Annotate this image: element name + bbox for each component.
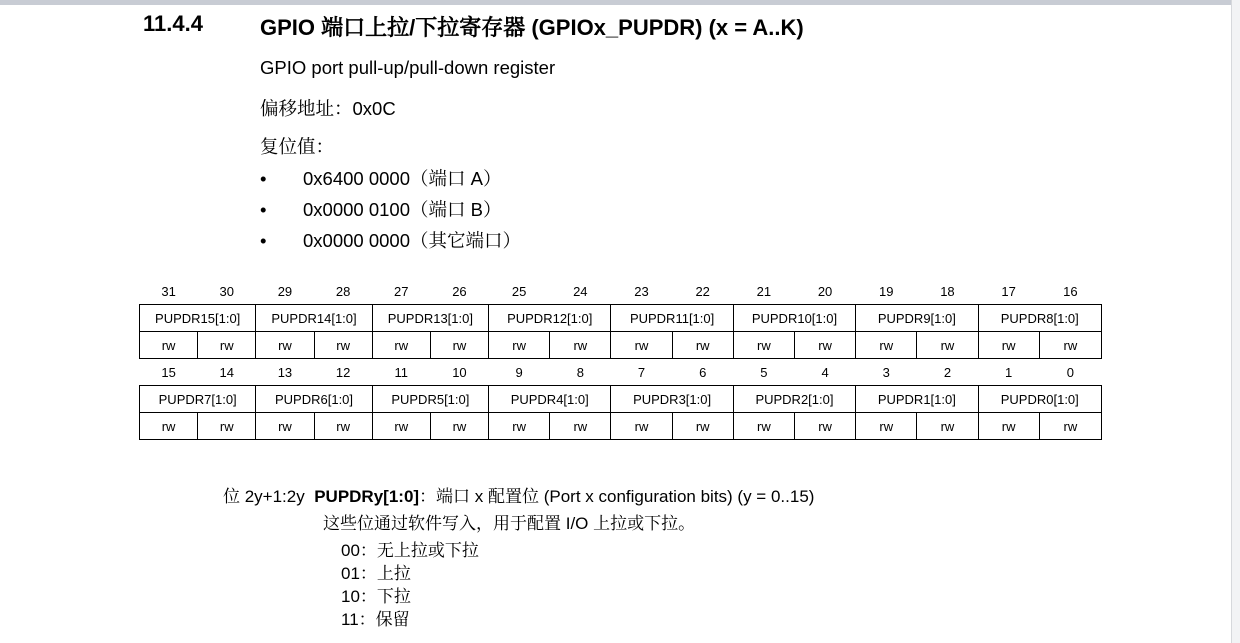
bit-number: 5 [760,364,768,380]
access-type: rw [978,413,1039,440]
bit-number-row [140,278,1102,305]
access-type: rw [733,413,794,440]
field-name: PUPDR6[1:0] [256,386,372,413]
bit-number: 16 [1063,283,1078,299]
field-name: PUPDR9[1:0] [856,305,978,332]
bit-number: 26 [452,283,467,299]
access-row [140,332,1102,359]
field-name: PUPDR13[1:0] [372,305,488,332]
bit-number: 7 [637,364,646,380]
field-name: PUPDR5[1:0] [372,386,488,413]
access-type: rw [794,413,855,440]
access-row [140,413,1102,440]
register-subtitle: GPIO port pull-up/pull-down register [260,57,556,78]
bit-number: 0 [1066,364,1074,380]
field-name: PUPDR0[1:0] [978,386,1101,413]
bullet-icon: • [260,199,267,220]
bit-number: 13 [277,364,293,380]
bit-number: 2 [943,364,952,380]
bit-number: 10 [452,364,467,380]
reset-value-text: 0x6400 0000（端口 A） [303,168,502,189]
bit-number: 22 [695,283,710,299]
reset-value-item [260,227,521,253]
field-summary: ：端口 x 配置位 (Port x configuration bits) (y = 0..15) [419,487,815,506]
access-type: rw [856,332,917,359]
access-type: rw [611,332,672,359]
field-name: PUPDR7[1:0] [140,386,256,413]
reset-label: 复位值： [260,136,335,157]
bit-number: 12 [335,364,351,380]
reset-value-item [260,165,501,191]
access-type: rw [140,332,198,359]
field-name: PUPDR4[1:0] [489,386,611,413]
top-border [0,0,1240,5]
bit-number: 3 [882,364,890,380]
access-type: rw [917,332,978,359]
reset-value-text: 0x0000 0100（端口 B） [303,199,502,220]
bit-number: 6 [699,364,707,380]
access-type: rw [430,413,488,440]
access-type: rw [372,332,430,359]
bit-number: 21 [756,283,772,299]
field-name: PUPDR8[1:0] [978,305,1101,332]
bit-number: 28 [335,283,351,299]
bit-number: 20 [817,283,833,299]
access-type: rw [314,413,372,440]
access-type: rw [198,332,256,359]
field-name: PUPDR12[1:0] [489,305,611,332]
bit-number: 23 [634,283,649,299]
field-explanation: 这些位通过软件写入，用于配置 I/O 上拉或下拉。 [323,514,696,533]
access-type: rw [372,413,430,440]
access-type: rw [430,332,488,359]
access-type: rw [489,332,550,359]
access-type: rw [672,413,733,440]
field-name-row [140,305,1102,332]
field-name: PUPDR14[1:0] [256,305,372,332]
bit-number: 30 [219,283,234,299]
field-name: PUPDR11[1:0] [611,305,733,332]
access-type: rw [917,413,978,440]
scrollbar[interactable] [1231,0,1240,643]
access-type: rw [256,413,314,440]
access-type: rw [856,413,917,440]
access-type: rw [489,413,550,440]
field-name: PUPDR1[1:0] [856,386,978,413]
bullet-icon: • [260,230,267,251]
value-option: 10：下拉 [341,587,411,606]
reset-value-text: 0x0000 0000（其它端口） [303,230,521,251]
bit-number: 25 [511,283,527,299]
access-type: rw [1039,332,1101,359]
offset-address: 偏移地址：0x0C [260,98,396,119]
bit-field-description [223,482,814,507]
access-type: rw [140,413,198,440]
bullet-icon: • [260,168,267,189]
access-type: rw [794,332,855,359]
bit-number-row [140,359,1102,386]
bit-number: 29 [277,283,293,299]
reset-value-item [260,196,501,222]
field-name-bold: PUPDRy[1:0] [314,487,420,506]
bit-number: 15 [161,364,176,380]
bit-number: 1 [1005,364,1013,380]
access-type: rw [978,332,1039,359]
register-table-lower [139,359,1102,440]
bit-range: 位 2y+1:2y [223,487,305,506]
access-type: rw [314,332,372,359]
access-type: rw [1039,413,1101,440]
bit-number: 8 [576,364,584,380]
section-number: 11.4.4 [143,11,203,36]
bit-number: 31 [161,283,176,299]
field-name: PUPDR3[1:0] [611,386,733,413]
bit-number: 11 [394,364,409,380]
access-type: rw [256,332,314,359]
bit-number: 17 [1001,283,1016,299]
bit-number: 24 [573,283,588,299]
field-name: PUPDR15[1:0] [140,305,256,332]
field-name: PUPDR10[1:0] [733,305,855,332]
access-type: rw [611,413,672,440]
access-type: rw [550,413,611,440]
bit-number: 9 [515,364,523,380]
bit-number: 27 [394,283,409,299]
value-option: 11：保留 [341,610,410,629]
register-table-upper [139,278,1102,359]
bit-number: 18 [940,283,955,299]
access-type: rw [672,332,733,359]
field-name-row [140,386,1102,413]
field-name: PUPDR2[1:0] [733,386,855,413]
bit-number: 19 [879,283,894,299]
access-type: rw [198,413,256,440]
access-type: rw [550,332,611,359]
value-option: 01：上拉 [341,564,411,583]
access-type: rw [733,332,794,359]
value-option: 00：无上拉或下拉 [341,541,479,560]
bit-number: 4 [821,364,829,380]
bit-number: 14 [219,364,234,380]
section-title: GPIO 端口上拉/下拉寄存器 (GPIOx_PUPDR) (x = A..K) [260,15,804,40]
